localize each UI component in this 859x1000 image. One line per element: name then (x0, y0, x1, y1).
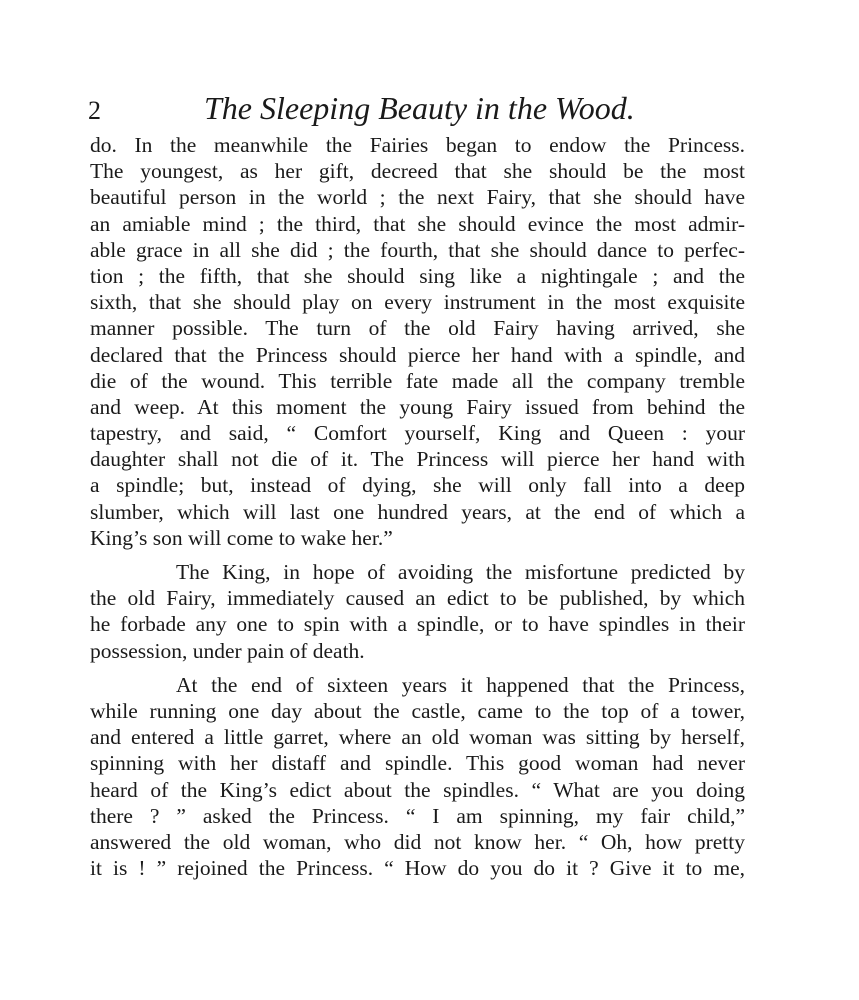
paragraph (90, 672, 745, 882)
text-line: The King, in hope of avoiding the misfortune predicted by (176, 560, 745, 584)
paragraph-gap (90, 664, 745, 672)
text-line: an amiable mind ; the third, that she should evince the most admir- (90, 211, 745, 236)
paragraph-gap (90, 551, 745, 559)
text-line: the old Fairy, immediately caused an edict to be published, by which (90, 586, 745, 611)
text-line: possession, under pain of death. (90, 638, 365, 663)
text-line: it is ! ” rejoined the Princess. “ How do you do it ? Give it to me, (90, 856, 745, 881)
text-line: daughter shall not die of it. The Princess will pierce her hand with (90, 447, 745, 472)
text-line: The youngest, as her gift, decreed that she should be the most (90, 159, 745, 184)
text-line: slumber, which will last one hundred years, at the end of which a (90, 499, 745, 524)
text-line: answered the old woman, who did not know her. “ Oh, how pretty (90, 829, 745, 854)
text-line: sixth, that she should play on every instrument in the most exquisite (90, 290, 745, 315)
text-line: declared that the Princess should pierce her hand with a spindle, and (90, 342, 745, 367)
text-line: able grace in all she did ; the fourth, that she should dance to perfec- (90, 237, 745, 262)
text-line: beautiful person in the world ; the next Fairy, that she should have (90, 185, 745, 210)
text-line: At the end of sixteen years it happened that the Princess, (176, 672, 745, 697)
text-line: die of the wound. This terrible fate made all the company tremble (90, 368, 745, 393)
text-line: manner possible. The turn of the old Fairy having arrived, she (90, 316, 745, 341)
page-header (88, 84, 748, 134)
body-text (90, 132, 745, 881)
text-line: and entered a little garret, where an old woman was sitting by herself, (90, 725, 745, 750)
text-line: he forbade any one to spin with a spindle, or to have spindles in their (90, 612, 745, 637)
text-line: do. In the meanwhile the Fairies began to endow the Princess. (90, 133, 745, 157)
page-number: 2 (88, 96, 101, 125)
running-title: The Sleeping Beauty in the Wood. (204, 90, 635, 126)
text-line: there ? ” asked the Princess. “ I am spinning, my fair child,” (90, 803, 745, 828)
text-line: heard of the King’s edict about the spindles. “ What are you doing (90, 777, 745, 802)
text-line: tapestry, and said, “ Comfort yourself, King and Queen : your (90, 421, 745, 446)
text-line: a spindle; but, instead of dying, she will only fall into a deep (90, 473, 745, 498)
paragraph (90, 132, 745, 551)
text-line: tion ; the fifth, that she should sing like a nightingale ; and the (90, 263, 745, 288)
text-line: spinning with her distaff and spindle. This good woman had never (90, 751, 745, 776)
text-line: King’s son will come to wake her.” (90, 525, 393, 550)
text-line: and weep. At this moment the young Fairy issued from behind the (90, 394, 745, 419)
paragraph (90, 559, 745, 664)
text-line: while running one day about the castle, came to the top of a tower, (90, 698, 745, 723)
